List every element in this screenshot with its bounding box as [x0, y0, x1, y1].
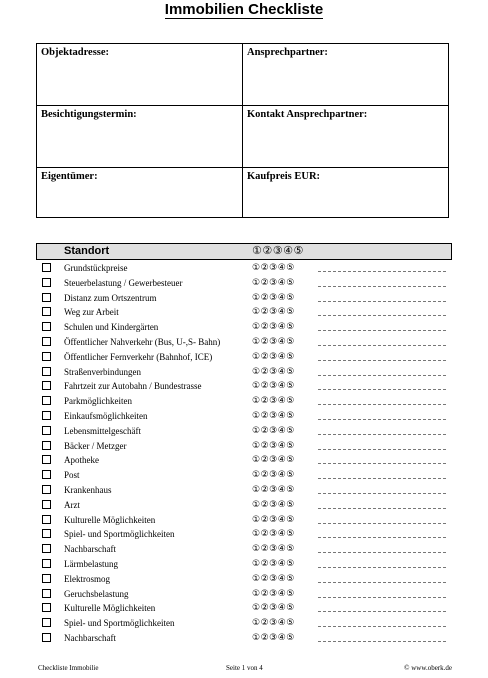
checklist-row [36, 320, 452, 335]
checklist-checkbox[interactable] [42, 515, 51, 524]
rating-options[interactable]: ①②③④⑤ [252, 322, 295, 333]
checklist-item-label: Kulturelle Möglichkeiten [64, 603, 156, 614]
footer-website: © www.oberk.de [404, 664, 452, 672]
checklist-item-label: Spiel- und Sportmöglichkeiten [64, 618, 175, 629]
checklist-row [36, 468, 452, 483]
checklist-item-label: Straßenverbindungen [64, 366, 141, 377]
field-object-address[interactable] [37, 44, 242, 105]
checklist-row [36, 335, 452, 350]
document-title [0, 0, 488, 22]
notes-line[interactable] [318, 597, 446, 598]
rating-options[interactable]: ①②③④⑤ [252, 470, 295, 481]
notes-line[interactable] [318, 478, 446, 479]
notes-line[interactable] [318, 419, 446, 420]
checklist-item-label: Weg zur Arbeit [64, 307, 119, 318]
page-footer [38, 664, 452, 676]
checklist-checkbox[interactable] [42, 544, 51, 553]
property-info-table [36, 43, 449, 218]
checklist-checkbox[interactable] [42, 559, 51, 568]
checklist-row [36, 453, 452, 468]
checklist-checkbox[interactable] [42, 367, 51, 376]
field-viewing-date[interactable] [37, 106, 242, 167]
notes-line[interactable] [318, 611, 446, 612]
checklist-item-label: Spiel- und Sportmöglichkeiten [64, 529, 175, 540]
field-label: Kaufpreis EUR: [247, 171, 321, 182]
checklist-row [36, 409, 452, 424]
checklist-checkbox[interactable] [42, 470, 51, 479]
checklist-checkbox[interactable] [42, 618, 51, 627]
checklist-item-label: Einkaufsmöglichkeiten [64, 410, 148, 421]
notes-line[interactable] [318, 537, 446, 538]
checklist-item-label: Elektrosmog [64, 573, 110, 584]
checklist-item-label: Apotheke [64, 455, 99, 466]
checklist-row [36, 498, 452, 513]
checklist-row [36, 305, 452, 320]
notes-line[interactable] [318, 330, 446, 331]
field-label: Ansprechpartner: [247, 47, 328, 58]
checklist-item-label: Öffentlicher Fernverkehr (Bahnhof, ICE) [64, 351, 213, 362]
field-owner[interactable] [37, 168, 242, 218]
checklist-row [36, 483, 452, 498]
rating-options[interactable]: ①②③④⑤ [252, 499, 295, 510]
checklist-checkbox[interactable] [42, 307, 51, 316]
checklist-item-label: Krankenhaus [64, 484, 112, 495]
checklist-checkbox[interactable] [42, 485, 51, 494]
rating-options[interactable]: ①②③④⑤ [252, 396, 295, 407]
notes-line[interactable] [318, 552, 446, 553]
rating-options[interactable]: ①②③④⑤ [252, 336, 295, 347]
field-label: Besichtigungstermin: [41, 109, 137, 120]
field-contact-person[interactable] [243, 44, 448, 105]
notes-line[interactable] [318, 389, 446, 390]
checklist-checkbox[interactable] [42, 396, 51, 405]
rating-options[interactable]: ①②③④⑤ [252, 632, 295, 643]
checklist-row [36, 379, 452, 394]
notes-line[interactable] [318, 404, 446, 405]
checklist-item-label: Schulen und Kindergärten [64, 322, 159, 333]
rating-options[interactable]: ①②③④⑤ [252, 544, 295, 555]
checklist-checkbox[interactable] [42, 500, 51, 509]
rating-options[interactable]: ①②③④⑤ [252, 440, 295, 451]
section-rating-scale: ①②③④⑤ [252, 244, 304, 257]
rating-options[interactable]: ①②③④⑤ [252, 366, 295, 377]
notes-line[interactable] [318, 582, 446, 583]
checklist-item-label: Steuerbelastung / Gewerbesteuer [64, 277, 183, 288]
notes-line[interactable] [318, 449, 446, 450]
checklist-row [36, 439, 452, 454]
checklist-row [36, 276, 452, 291]
checklist-checkbox[interactable] [42, 633, 51, 642]
checklist-row [36, 261, 452, 276]
rating-options[interactable]: ①②③④⑤ [252, 292, 295, 303]
rating-options[interactable]: ①②③④⑤ [252, 529, 295, 540]
checklist-checkbox[interactable] [42, 381, 51, 390]
notes-line[interactable] [318, 345, 446, 346]
checklist-row [36, 513, 452, 528]
checklist-checkbox[interactable] [42, 337, 51, 346]
checklist-item-label: Grundstückpreise [64, 263, 128, 273]
checklist-row [36, 394, 452, 409]
document-title-text: Immobilien Checkliste [164, 1, 324, 18]
checklist-row [36, 291, 452, 306]
notes-line[interactable] [318, 271, 446, 272]
footer-page-number: Seite 1 von 4 [226, 664, 263, 672]
checklist-row [36, 424, 452, 439]
checklist-item-label: Lebensmittelgeschäft [64, 425, 141, 436]
checklist-row [36, 557, 452, 572]
checklist-row [36, 365, 452, 380]
checklist-item-label: Geruchsbelastung [64, 588, 129, 599]
checklist-checkbox[interactable] [42, 589, 51, 598]
checklist-checkbox[interactable] [42, 426, 51, 435]
section-title: Standort [64, 245, 110, 257]
checklist-item-label: Post [64, 470, 80, 481]
checklist-item-label: Fahrtzeit zur Autobahn / Bundestrasse [64, 381, 202, 392]
checklist-item-label: Bäcker / Metzger [64, 440, 127, 451]
rating-options[interactable]: ①②③④⑤ [252, 263, 295, 273]
rating-options[interactable]: ①②③④⑤ [252, 558, 295, 569]
field-purchase-price[interactable] [243, 168, 448, 218]
rating-options[interactable]: ①②③④⑤ [252, 603, 295, 614]
checklist-row [36, 527, 452, 542]
checklist-checkbox[interactable] [42, 263, 51, 272]
rating-options[interactable]: ①②③④⑤ [252, 425, 295, 436]
rating-options[interactable]: ①②③④⑤ [252, 277, 295, 288]
checklist-row [36, 587, 452, 602]
field-label: Objektadresse: [41, 47, 110, 58]
checklist-checkbox[interactable] [42, 529, 51, 538]
notes-line[interactable] [318, 641, 446, 642]
notes-line[interactable] [318, 523, 446, 524]
rating-options[interactable]: ①②③④⑤ [252, 410, 295, 421]
checklist-checkbox[interactable] [42, 322, 51, 331]
checklist-checkbox[interactable] [42, 441, 51, 450]
rating-options[interactable]: ①②③④⑤ [252, 514, 295, 525]
checklist-item-label: Nachbarschaft [64, 544, 116, 555]
checklist-item-label: Lärmbelastung [64, 558, 118, 569]
checklist-item-label: Öffentlicher Nahverkehr (Bus, U-,S- Bahn) [64, 336, 221, 347]
checklist-checkbox[interactable] [42, 574, 51, 583]
rating-options[interactable]: ①②③④⑤ [252, 484, 295, 495]
checklist-row [36, 572, 452, 587]
rating-options[interactable]: ①②③④⑤ [252, 455, 295, 466]
notes-line[interactable] [318, 626, 446, 627]
notes-line[interactable] [318, 493, 446, 494]
checklist-row [36, 601, 452, 616]
field-contact-details[interactable] [243, 106, 448, 167]
checklist-checkbox[interactable] [42, 603, 51, 612]
rating-options[interactable]: ①②③④⑤ [252, 381, 295, 392]
notes-line[interactable] [318, 375, 446, 376]
checklist-row [36, 631, 452, 646]
field-label: Kontakt Ansprechpartner: [247, 109, 368, 120]
checklist-item-label: Kulturelle Möglichkeiten [64, 514, 156, 525]
checklist-checkbox[interactable] [42, 352, 51, 361]
checklist-checkbox[interactable] [42, 278, 51, 287]
checklist-item-label: Arzt [64, 499, 80, 510]
rating-options[interactable]: ①②③④⑤ [252, 307, 295, 318]
checklist-row [36, 350, 452, 365]
notes-line[interactable] [318, 434, 446, 435]
section-header-standort [36, 243, 452, 260]
notes-line[interactable] [318, 567, 446, 568]
notes-line[interactable] [318, 301, 446, 302]
field-label: Eigentümer: [41, 171, 98, 182]
notes-line[interactable] [318, 286, 446, 287]
notes-line[interactable] [318, 463, 446, 464]
checklist-checkbox[interactable] [42, 455, 51, 464]
rating-options[interactable]: ①②③④⑤ [252, 573, 295, 584]
notes-line[interactable] [318, 315, 446, 316]
checklist-item-label: Nachbarschaft [64, 632, 116, 643]
footer-document-name: Checkliste Immobilie [38, 664, 99, 672]
checklist-checkbox[interactable] [42, 293, 51, 302]
rating-options[interactable]: ①②③④⑤ [252, 351, 295, 362]
checklist-row [36, 542, 452, 557]
rating-options[interactable]: ①②③④⑤ [252, 618, 295, 629]
checklist-item-label: Parkmöglichkeiten [64, 396, 132, 407]
checklist-row [36, 616, 452, 631]
notes-line[interactable] [318, 360, 446, 361]
notes-line[interactable] [318, 508, 446, 509]
checklist-checkbox[interactable] [42, 411, 51, 420]
rating-options[interactable]: ①②③④⑤ [252, 588, 295, 599]
checklist-item-label: Distanz zum Ortszentrum [64, 292, 157, 303]
checklist-items [36, 261, 452, 646]
